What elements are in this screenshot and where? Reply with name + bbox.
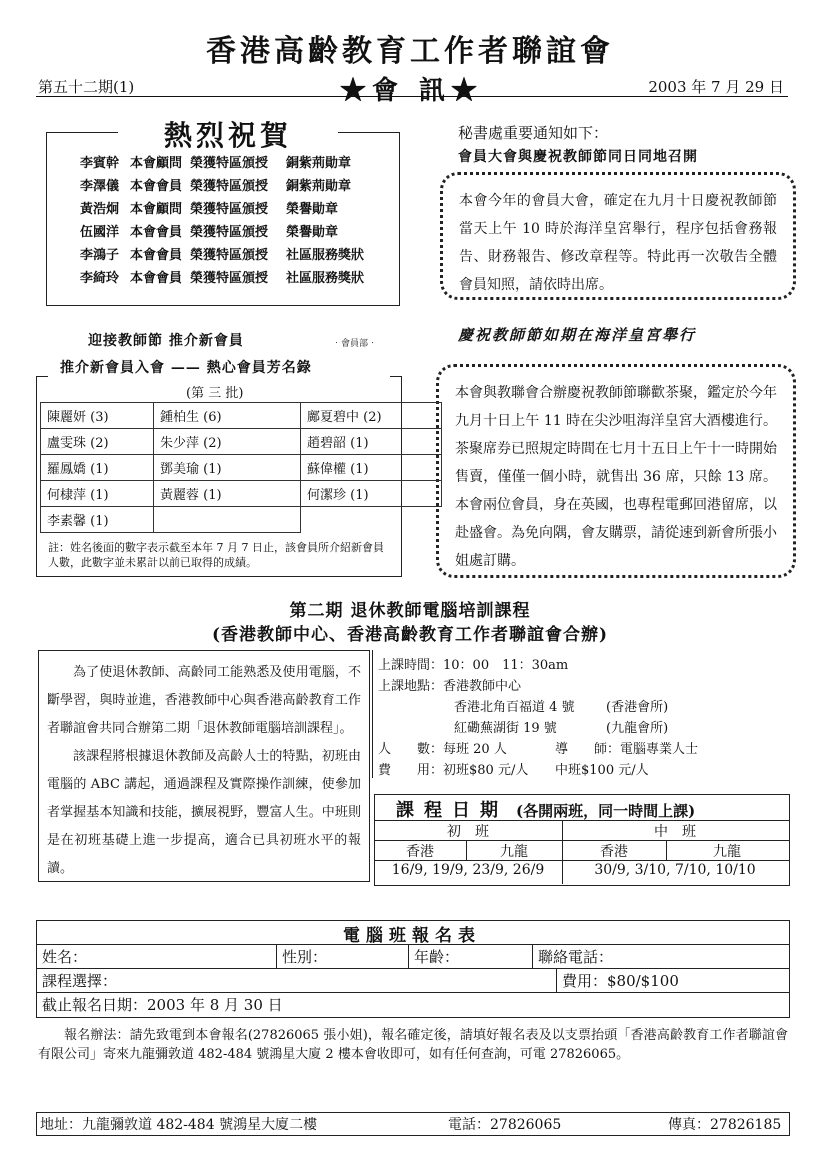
value: 每班 20 人 bbox=[443, 742, 507, 757]
divider bbox=[556, 968, 557, 992]
congrats-row bbox=[80, 152, 351, 171]
batch-label: (第 三 批) bbox=[186, 386, 244, 401]
label: 人 數： bbox=[378, 742, 444, 757]
member-name-cell: 鄧美瑜 (1) bbox=[154, 455, 301, 481]
divider bbox=[36, 968, 790, 969]
course-time bbox=[378, 654, 568, 673]
congrats-role: 本會會員 bbox=[130, 225, 183, 240]
congrats-award: 銅紫荊勛章 bbox=[286, 179, 352, 194]
congrats-award: 榮譽勛章 bbox=[286, 225, 339, 240]
congrats-name: 李綺玲 bbox=[80, 271, 120, 286]
congrats-row bbox=[80, 198, 338, 217]
value: (九龍會所) bbox=[606, 721, 669, 736]
issue-number: 第五十二期(1) bbox=[38, 78, 135, 96]
value: 10：00 11：30am bbox=[443, 658, 569, 673]
course-capacity bbox=[378, 738, 698, 757]
congrats-role: 本會顧問 bbox=[130, 202, 183, 217]
congrats-award: 社區服務獎狀 bbox=[286, 271, 365, 286]
member-name-cell: 何潔珍 (1) bbox=[301, 481, 442, 507]
recruit-box-corner bbox=[390, 376, 402, 377]
issue-date: 2003 年 7 月 29 日 bbox=[648, 78, 784, 96]
member-names-table bbox=[40, 402, 442, 533]
recruit-title: 推介新會員入會 —— 熱心會員芳名錄 bbox=[60, 360, 312, 376]
recruit-note: 註：姓名後面的數字表示截至本年 7 月 7 日止，該會員所介紹新會員人數，此數字並未累計以前已取得的成績。 bbox=[48, 541, 384, 569]
member-name-cell bbox=[301, 507, 442, 533]
header-rule bbox=[36, 96, 788, 97]
value: 中班$100 元/人 bbox=[555, 763, 649, 778]
congrats-action: 榮獲特區頒授 bbox=[190, 271, 269, 286]
congrats-role: 本會顧問 bbox=[130, 156, 183, 171]
congrats-name: 李鴻子 bbox=[80, 248, 120, 263]
gender-field[interactable]: 性別： bbox=[282, 948, 328, 966]
beginner-header: 初 班 bbox=[447, 824, 489, 840]
member-name-cell: 朱少萍 (2) bbox=[154, 429, 301, 455]
divider bbox=[36, 992, 790, 993]
course-choice-field[interactable]: 課程選擇： bbox=[42, 972, 118, 990]
hk-label: 香港 bbox=[406, 844, 434, 860]
member-name-cell: 盧雯珠 (2) bbox=[41, 429, 154, 455]
divider bbox=[532, 944, 533, 968]
course-venue bbox=[378, 675, 521, 694]
recruit-heading: 迎接教師節 推介新會員 bbox=[88, 333, 244, 349]
newsletter-label: ★會 訊★ bbox=[340, 76, 484, 106]
name-field[interactable]: 姓名： bbox=[42, 948, 88, 966]
course-subtitle: (香港教師中心、香港高齡教育工作者聯誼會合辦) bbox=[211, 625, 609, 645]
divider bbox=[36, 944, 790, 945]
member-name-cell: 鍾柏生 (6) bbox=[154, 403, 301, 429]
value: 香港教師中心 bbox=[443, 679, 522, 694]
registration-method: 報名辦法：請先致電到本會報名(27826065 張小姐)，報名確定後，請填好報名表及以支票抬頭「香港高齡教育工作者聯誼會有限公司」寄來九龍彌敦道 482-484 號鴻星大廈 2 樓本會收即可，如有任何查詢，可電 27826065。 bbox=[38, 1028, 788, 1062]
congrats-row bbox=[80, 221, 338, 240]
agm-notice-box: 本會今年的會員大會，確定在九月十日慶祝教師節當天上午 10 時於海洋皇宮舉行，程序包括會務報告、財務報告、修改章程等。特此再一次敬告全體會員知照，請依時出席。 bbox=[440, 172, 796, 300]
tea-party-box: 本會與教聯會合辦慶祝教師節聯歡茶聚，鑑定於今年九月十日上午 11 時在尖沙咀海洋皇宮大酒樓進行。茶聚席券已照規定時間在七月十五日上午十一時開始售賣，僅僅一個小時，就售出 36 席，只餘 13 席。本會兩位會員，身在英國，也專程電郵回港留席，以赴盛會。為免向隅，會友購票，請從速到新會所張小姐處訂購。 bbox=[436, 364, 796, 578]
kln-label: 九龍 bbox=[500, 844, 528, 860]
value: 香港北角百福道 4 號 bbox=[454, 700, 575, 715]
member-name-cell: 鄺夏碧中 (2) bbox=[301, 403, 442, 429]
course-paragraph: 為了使退休教師、高齡同工能熟悉及使用電腦，不斷學習，與時並進，香港教師中心與香港高齡教育工作者聯誼會共同合辦第二期「退休教師電腦培訓課程」。 bbox=[47, 665, 361, 736]
beginner-dates: 16/9, 19/9, 23/9, 26/9 bbox=[391, 862, 545, 878]
course-title: 第二期 退休教師電腦培訓課程 bbox=[289, 601, 531, 621]
kln-label: 九龍 bbox=[713, 844, 741, 860]
congrats-name: 伍國洋 bbox=[80, 225, 120, 240]
member-name-cell: 陳麗妍 (3) bbox=[41, 403, 154, 429]
footer-phone: 電話：27826065 bbox=[448, 1117, 562, 1133]
recruit-box-corner bbox=[36, 376, 48, 377]
table-row bbox=[41, 455, 442, 481]
divider bbox=[408, 944, 409, 968]
congrats-name: 李賓幹 bbox=[80, 156, 120, 171]
tea-party-heading: 慶祝教師節如期在海洋皇宮舉行 bbox=[458, 326, 697, 344]
value: (香港會所) bbox=[606, 700, 669, 715]
congrats-action: 榮獲特區頒授 bbox=[190, 202, 269, 217]
hk-label: 香港 bbox=[600, 844, 628, 860]
form-title: 電腦班報名表 bbox=[343, 926, 481, 946]
course-venue-kln bbox=[454, 717, 668, 736]
congrats-row bbox=[80, 175, 351, 194]
footer-address: 地址：九龍彌敦道 482-484 號鴻星大廈二樓 bbox=[40, 1117, 318, 1133]
congrats-action: 榮獲特區頒授 bbox=[190, 225, 269, 240]
member-name-cell: 趙碧韶 (1) bbox=[301, 429, 442, 455]
secretariat-notice: 秘書處重要通知如下： bbox=[458, 124, 609, 142]
table-row bbox=[41, 429, 442, 455]
table-row bbox=[41, 507, 442, 533]
footer-fax: 傳真：27826185 bbox=[668, 1117, 782, 1133]
divider bbox=[276, 944, 277, 968]
fee-field: 費用：$80/$100 bbox=[562, 972, 679, 990]
recruit-department: ‧會員部‧ bbox=[332, 339, 378, 349]
congrats-action: 榮獲特區頒授 bbox=[190, 156, 269, 171]
intermediate-header: 中 班 bbox=[654, 824, 696, 840]
phone-field[interactable]: 聯絡電話： bbox=[538, 948, 614, 966]
label: 費 用： bbox=[378, 763, 444, 778]
deadline: 截止報名日期：2003 年 8 月 30 日 bbox=[42, 996, 283, 1014]
congrats-row bbox=[80, 267, 364, 286]
value: 電腦專業人士 bbox=[620, 742, 699, 757]
value: 初班$80 元/人 bbox=[443, 763, 529, 778]
newsletter-title: 香港高齡教育工作者聯誼會 bbox=[206, 34, 614, 69]
course-venue-hk bbox=[454, 696, 668, 715]
congrats-role: 本會會員 bbox=[130, 248, 183, 263]
course-description bbox=[38, 650, 370, 882]
congrats-action: 榮獲特區頒授 bbox=[190, 248, 269, 263]
member-name-cell: 蘇偉權 (1) bbox=[301, 455, 442, 481]
course-fee bbox=[378, 759, 649, 778]
congrats-award: 社區服務獎狀 bbox=[286, 248, 365, 263]
congrats-award: 榮譽勛章 bbox=[286, 202, 339, 217]
label: 上課地點： bbox=[378, 679, 444, 694]
course-paragraph: 該課程將根據退休教師及高齡人士的特點，初班由電腦的 ABC 講起，通過課程及實際操作訓練，使參加者掌握基本知識和技能，擴展視野，豐富人生。中班則是在初班基礎上進一步提高，適合已具初班水平的報讀。 bbox=[47, 749, 361, 876]
congrats-role: 本會會員 bbox=[130, 179, 183, 194]
congrats-action: 榮獲特區頒授 bbox=[190, 179, 269, 194]
member-name-cell: 何棣萍 (1) bbox=[41, 481, 154, 507]
congrats-name: 黃浩炯 bbox=[80, 202, 120, 217]
value: 紅磡蕪湖街 19 號 bbox=[454, 721, 557, 736]
congrats-name: 李澤儀 bbox=[80, 179, 120, 194]
schedule-title bbox=[374, 796, 788, 822]
congrats-role: 本會會員 bbox=[130, 271, 183, 286]
congrats-title: 熱烈祝賀 bbox=[118, 114, 338, 154]
member-name-cell: 黃麗蓉 (1) bbox=[154, 481, 301, 507]
table-row bbox=[41, 403, 442, 429]
schedule-note: (各開兩班，同一時間上課) bbox=[516, 802, 696, 820]
table-row bbox=[41, 481, 442, 507]
congrats-row bbox=[80, 244, 364, 263]
label: 導 師： bbox=[555, 742, 621, 757]
member-name-cell bbox=[154, 507, 301, 533]
member-name-cell: 羅鳳嬌 (1) bbox=[41, 455, 154, 481]
agm-heading: 會員大會與慶祝教師節同日同地召開 bbox=[458, 149, 698, 165]
congrats-award: 銅紫荊勛章 bbox=[286, 156, 352, 171]
schedule-heading: 課程日期 bbox=[396, 800, 508, 821]
member-name-cell: 李素馨 (1) bbox=[41, 507, 154, 533]
label: 上課時間： bbox=[378, 658, 444, 673]
age-field[interactable]: 年齡： bbox=[414, 948, 460, 966]
intermediate-dates: 30/9, 3/10, 7/10, 10/10 bbox=[594, 862, 756, 878]
